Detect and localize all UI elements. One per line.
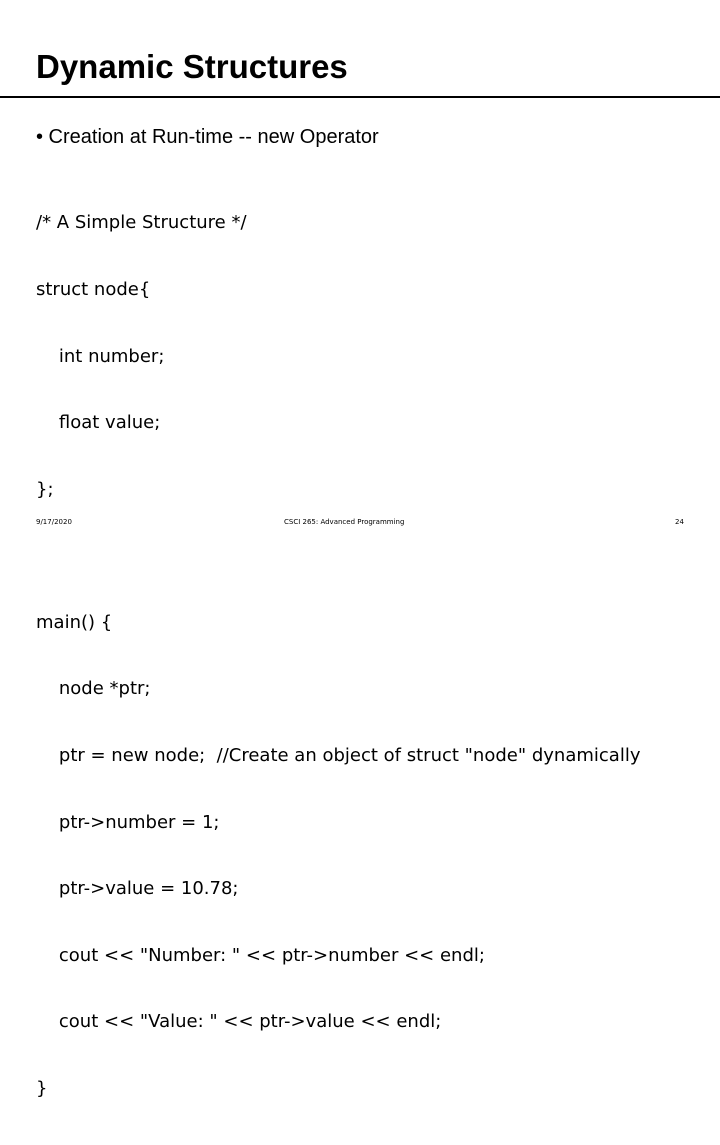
slide-title: Dynamic Structures bbox=[36, 48, 348, 85]
code-line: struct node{ bbox=[36, 279, 151, 300]
code-line: main() { bbox=[36, 611, 113, 633]
code-line: ptr->number = 1; bbox=[36, 811, 220, 833]
code-line: ptr->value = 10.78; bbox=[36, 878, 239, 900]
code-line: /* A Simple Structure */ bbox=[36, 212, 247, 234]
footer-page-number: 24 bbox=[675, 518, 684, 526]
code-spacer bbox=[36, 545, 641, 567]
code-line: cout << "Number: " << ptr->number << endl; bbox=[36, 944, 485, 966]
code-line: ptr = new node; //Create an object of struct "node" dynamically bbox=[36, 744, 641, 766]
title-divider bbox=[0, 96, 720, 98]
code-line: float value; bbox=[36, 412, 161, 434]
footer-course: CSCI 265: Advanced Programming bbox=[284, 518, 405, 526]
code-listing bbox=[36, 168, 641, 1145]
footer-date: 9/17/2020 bbox=[36, 518, 72, 526]
code-line: }; bbox=[36, 478, 54, 500]
code-line: cout << "Value: " << ptr->value << endl; bbox=[36, 1011, 442, 1033]
code-line: node *ptr; bbox=[36, 678, 151, 700]
code-line: int number; bbox=[36, 345, 165, 367]
code-line: } bbox=[36, 1077, 48, 1099]
bullet-point: • Creation at Run-time -- new Operator bbox=[36, 126, 379, 148]
